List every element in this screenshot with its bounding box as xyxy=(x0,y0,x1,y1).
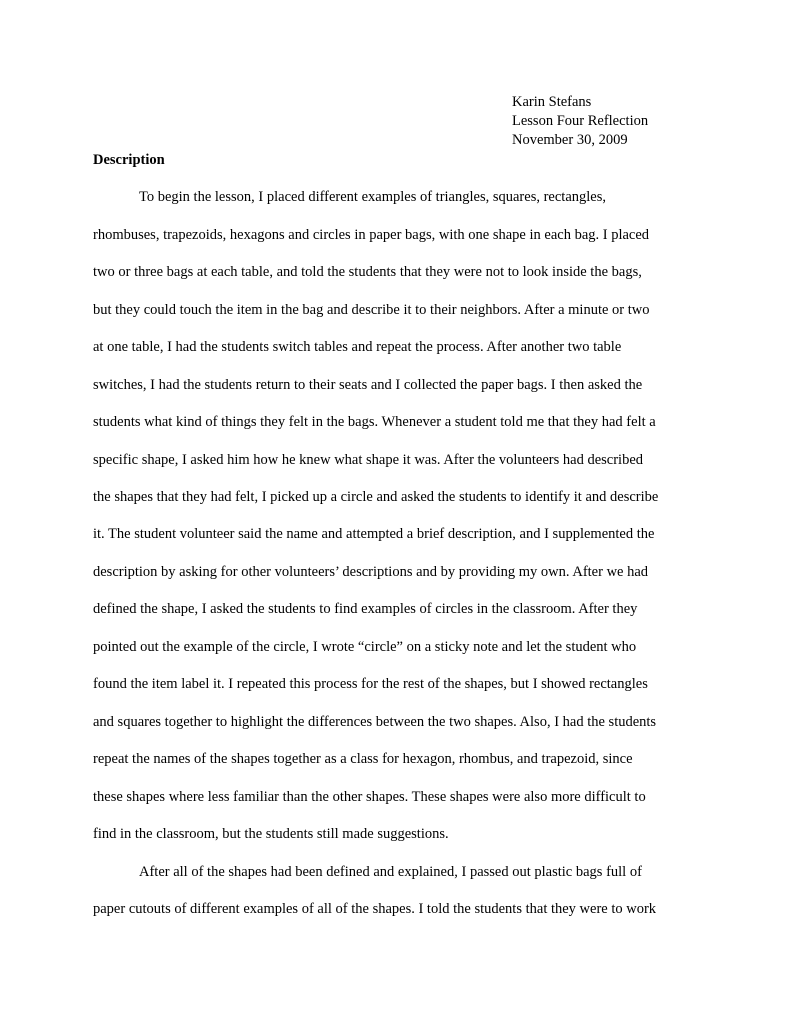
paragraph-line: and squares together to highlight the differences between the two shapes. Also, I had the students xyxy=(93,714,657,730)
document-header xyxy=(512,93,648,150)
paragraph-line: To begin the lesson, I placed different examples of triangles, squares, rectangles, xyxy=(139,189,606,205)
paragraph-line: pointed out the example of the circle, I wrote “circle” on a sticky note and let the student who xyxy=(93,639,637,655)
paragraph-line: After all of the shapes had been defined and explained, I passed out plastic bags full of xyxy=(139,864,642,880)
paragraph-line: rhombuses, trapezoids, hexagons and circles in paper bags, with one shape in each bag. I placed xyxy=(93,227,650,243)
paragraph-line: found the item label it. I repeated this process for the rest of the shapes, but I showed rectangles xyxy=(93,676,648,692)
paragraph-line: but they could touch the item in the bag and describe it to their neighbors. After a minute or two xyxy=(93,302,650,318)
paragraph-line: at one table, I had the students switch tables and repeat the process. After another two table xyxy=(93,339,622,355)
paragraph-line: these shapes where less familiar than the other shapes. These shapes were also more difficult to xyxy=(93,789,646,805)
paragraph-line: repeat the names of the shapes together as a class for hexagon, rhombus, and trapezoid, since xyxy=(93,751,633,767)
document-date: November 30, 2009 xyxy=(512,132,628,148)
paragraph-line: find in the classroom, but the students still made suggestions. xyxy=(93,826,449,842)
author-name: Karin Stefans xyxy=(512,94,592,110)
paragraph-line: specific shape, I asked him how he knew what shape it was. After the volunteers had described xyxy=(93,452,644,468)
paragraph-line: description by asking for other volunteers’ descriptions and by providing my own. After we had xyxy=(93,564,649,580)
paragraph-line: two or three bags at each table, and told the students that they were not to look inside the bags, xyxy=(93,264,642,280)
paragraph-line: defined the shape, I asked the students to find examples of circles in the classroom. After they xyxy=(93,601,638,617)
paragraph-line: the shapes that they had felt, I picked up a circle and asked the students to identify it and describe xyxy=(93,489,659,505)
paragraph-line: switches, I had the students return to their seats and I collected the paper bags. I then asked the xyxy=(93,377,643,393)
paragraph-line: students what kind of things they felt in the bags. Whenever a student told me that they had felt a xyxy=(93,414,656,430)
document-title: Lesson Four Reflection xyxy=(512,113,649,129)
paragraph-line: paper cutouts of different examples of all of the shapes. I told the students that they were to work xyxy=(93,901,657,917)
section-heading: Description xyxy=(93,152,165,168)
paragraph-line: it. The student volunteer said the name and attempted a brief description, and I supplemented the xyxy=(93,526,655,542)
